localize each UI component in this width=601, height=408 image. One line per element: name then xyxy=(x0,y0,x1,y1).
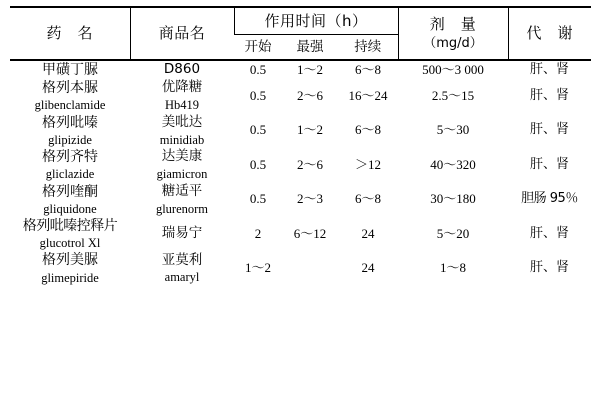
cell-peak: 2～6 xyxy=(296,87,323,103)
cell-onset: 0.5 xyxy=(249,122,267,138)
cell-drug-name xyxy=(10,148,130,182)
table-header xyxy=(10,7,591,60)
cell-peak: 6～12 xyxy=(293,225,327,241)
header-metabolism: 代 谢 xyxy=(508,7,591,59)
table-row xyxy=(10,217,591,251)
drug-name-en: glucotrol Xl xyxy=(39,236,101,251)
cell-trade-name xyxy=(130,79,234,113)
cell-drug-name xyxy=(10,217,130,251)
header-dose-label: 剂 量 xyxy=(429,14,477,33)
table-row xyxy=(10,60,591,79)
trade-name-en: Hb419 xyxy=(164,98,200,113)
table-row xyxy=(10,114,591,148)
cell-trade-name xyxy=(130,148,234,182)
table-row xyxy=(10,251,591,285)
cell-metabolism: 肝、肾 xyxy=(529,260,569,276)
drug-name-cn: 格列美脲 xyxy=(42,252,98,269)
drug-name-en: glibenclamide xyxy=(34,98,106,113)
cell-dose: 2.5～15 xyxy=(431,87,475,103)
cell-drug-name xyxy=(10,183,130,217)
drug-name-en: gliclazide xyxy=(45,167,95,182)
cell-metabolism: 肝、肾 xyxy=(529,61,569,77)
trade-name-en: amaryl xyxy=(164,270,200,285)
drug-name-cn: 格列喹酮 xyxy=(42,183,98,200)
cell-peak: 1～2 xyxy=(296,122,323,138)
trade-name-cn: 瑞易宁 xyxy=(161,225,203,242)
trade-name-cn: 达美康 xyxy=(161,148,203,165)
header-drug-name: 药 名 xyxy=(10,7,130,59)
cell-onset: 0.5 xyxy=(249,87,267,103)
cell-dose: 30～180 xyxy=(430,191,476,207)
cell-peak xyxy=(282,251,338,285)
cell-drug-name xyxy=(10,79,130,113)
cell-dose: 5～30 xyxy=(436,122,470,138)
table-row xyxy=(10,148,591,182)
drug-name-cn: 格列齐特 xyxy=(42,149,98,166)
cell-metabolism: 肝、肾 xyxy=(529,87,569,103)
trade-name-en: glurenorm xyxy=(155,201,209,216)
cell-duration: 6～8 xyxy=(354,191,381,207)
cell-duration: 6～8 xyxy=(354,122,381,138)
drug-name-cn: 甲磺丁脲 xyxy=(42,62,98,78)
drug-name-en: glimepiride xyxy=(41,270,99,285)
trade-name-cn: 美吡达 xyxy=(161,113,203,130)
cell-onset: 0.5 xyxy=(249,156,267,172)
trade-name-cn: D860 xyxy=(163,61,201,78)
cell-metabolism: 肝、肾 xyxy=(529,122,569,138)
cell-onset: 0.5 xyxy=(249,191,267,207)
cell-trade-name xyxy=(130,217,234,251)
cell-duration: ＞12 xyxy=(354,156,381,172)
drug-name-en: glipizide xyxy=(48,132,92,147)
header-action-time: 作用时间（h） xyxy=(234,7,398,35)
cell-onset: 0.5 xyxy=(249,61,267,77)
header-trade-name: 商品名 xyxy=(130,7,234,59)
drug-name-cn: 格列吡嗪 xyxy=(42,114,98,131)
cell-onset: 1～2 xyxy=(244,260,271,276)
header-dose-unit: （mg/d） xyxy=(423,36,483,52)
cell-trade-name xyxy=(130,60,234,79)
header-dose xyxy=(398,7,508,59)
trade-name-en: giamicron xyxy=(156,167,208,182)
trade-name-cn: 糖适平 xyxy=(161,182,203,199)
table-row xyxy=(10,183,591,217)
cell-trade-name xyxy=(130,251,234,285)
drug-name-cn: 格列本脲 xyxy=(42,80,98,97)
trade-name-cn: 亚莫利 xyxy=(161,251,203,268)
cell-drug-name xyxy=(10,60,130,79)
cell-duration: 24 xyxy=(361,225,375,241)
cell-dose: 5～20 xyxy=(436,225,470,241)
header-row-primary xyxy=(10,7,591,35)
header-peak: 最强 xyxy=(296,38,324,55)
trade-name-cn: 优降糖 xyxy=(161,79,203,96)
cell-metabolism: 胆肠 95％ xyxy=(521,191,578,207)
cell-metabolism: 肝、肾 xyxy=(529,225,569,241)
cell-peak: 2～6 xyxy=(296,156,323,172)
cell-dose: 40～320 xyxy=(430,156,476,172)
cell-duration: 24 xyxy=(361,260,375,276)
cell-trade-name xyxy=(130,183,234,217)
cell-drug-name xyxy=(10,251,130,285)
cell-metabolism: 肝、肾 xyxy=(529,156,569,172)
trade-name-en: minidiab xyxy=(159,132,205,147)
cell-peak: 2～3 xyxy=(296,191,323,207)
cell-duration: 16～24 xyxy=(348,87,388,103)
table-body xyxy=(10,60,591,286)
cell-onset: 2 xyxy=(254,225,262,241)
cell-drug-name xyxy=(10,114,130,148)
header-onset: 开始 xyxy=(244,38,272,55)
drug-name-cn: 格列吡嗪控释片 xyxy=(22,217,118,234)
cell-duration: 6～8 xyxy=(354,61,381,77)
header-duration: 持续 xyxy=(354,38,382,55)
drug-name-en: gliquidone xyxy=(43,201,97,216)
drug-comparison-table xyxy=(10,6,591,286)
cell-dose: 500～3 000 xyxy=(422,61,484,77)
cell-dose: 1～8 xyxy=(439,260,466,276)
cell-trade-name xyxy=(130,114,234,148)
table-row xyxy=(10,79,591,113)
cell-peak: 1～2 xyxy=(296,61,323,77)
